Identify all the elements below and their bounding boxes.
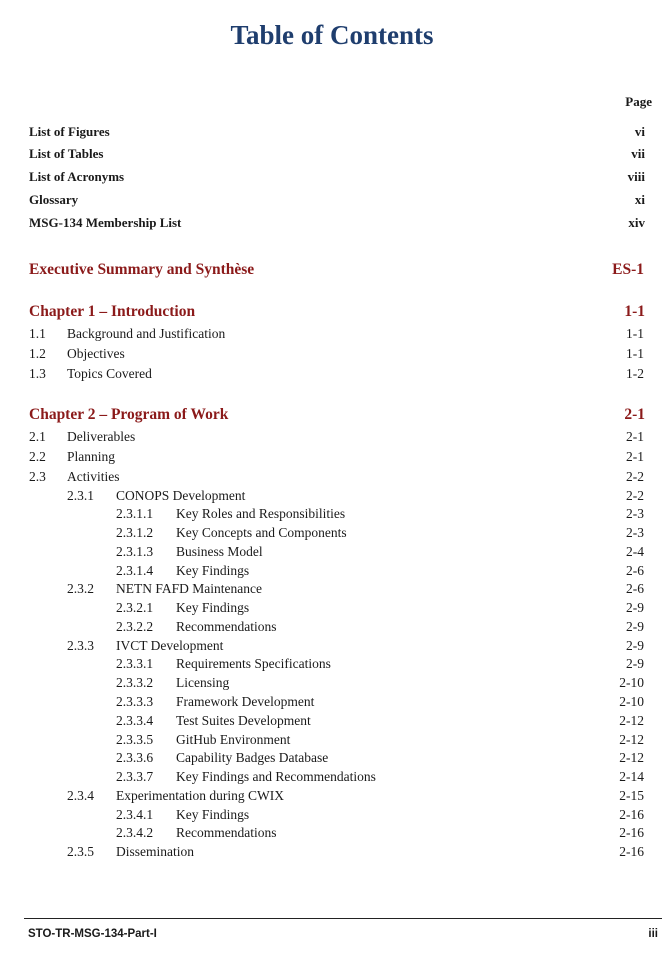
toc-subsection-number: 2.3.4 xyxy=(67,788,94,803)
toc-section[interactable] xyxy=(0,469,664,489)
toc-subsubsection[interactable] xyxy=(0,807,664,827)
toc-entry-label: Glossary xyxy=(29,192,79,207)
toc-subsubsection-page: 2-9 xyxy=(626,656,644,671)
toc-section[interactable] xyxy=(0,326,664,346)
toc-subsection-number: 2.3.5 xyxy=(67,844,94,859)
toc-subsubsection-page: 2-6 xyxy=(626,563,644,578)
toc-subsubsection[interactable] xyxy=(0,544,664,564)
toc-subsubsection[interactable] xyxy=(0,600,664,620)
footer-document-id: STO-TR-MSG-134-Part-I xyxy=(28,928,157,940)
toc-subsection-page: 2-2 xyxy=(626,488,644,503)
toc-subsection-label: Dissemination xyxy=(116,844,194,859)
toc-entry-page: vi xyxy=(634,124,645,139)
toc-subsubsection-label: Test Suites Development xyxy=(176,713,311,728)
toc-section[interactable] xyxy=(0,366,664,386)
toc-subsubsection-number: 2.3.3.5 xyxy=(116,732,154,747)
toc-entry-page: xiv xyxy=(628,215,645,230)
toc-subsubsection-page: 2-10 xyxy=(619,694,644,709)
toc-subsection-page: 2-9 xyxy=(626,638,644,653)
toc-subsection-page: 2-6 xyxy=(626,581,644,596)
toc-section-label: Topics Covered xyxy=(67,366,152,381)
toc-entry-label: List of Acronyms xyxy=(29,169,125,184)
toc-subsubsection-number: 2.3.1.3 xyxy=(116,544,154,559)
toc-subsection[interactable] xyxy=(0,488,664,508)
toc-section-number: 1.3 xyxy=(29,366,46,381)
toc-section-label: Activities xyxy=(67,469,120,484)
toc-subsubsection-number: 2.3.4.1 xyxy=(116,807,154,822)
toc-subsubsection-number: 2.3.3.7 xyxy=(116,769,154,784)
toc-section[interactable] xyxy=(0,449,664,469)
toc-subsubsection[interactable] xyxy=(0,675,664,695)
toc-subsubsection-label: Recommendations xyxy=(176,825,277,840)
toc-entry-list-of-tables[interactable] xyxy=(0,146,664,166)
toc-subsection-page: 2-15 xyxy=(619,788,644,803)
toc-section-label: Objectives xyxy=(67,346,125,361)
toc-subsection[interactable] xyxy=(0,581,664,601)
toc-subsection-label: IVCT Development xyxy=(116,638,224,653)
toc-entry-label: Chapter 1 – Introduction xyxy=(29,303,196,320)
toc-subsubsection-page: 2-9 xyxy=(626,600,644,615)
toc-section-number: 2.3 xyxy=(29,469,46,484)
toc-subsubsection-number: 2.3.2.2 xyxy=(116,619,154,634)
toc-subsubsection[interactable] xyxy=(0,563,664,583)
toc-entry-membership-list[interactable] xyxy=(0,215,664,235)
toc-entry-label: MSG-134 Membership List xyxy=(29,215,182,230)
toc-section[interactable] xyxy=(0,346,664,366)
toc-subsection-label: Experimentation during CWIX xyxy=(116,788,284,803)
toc-subsubsection-number: 2.3.3.2 xyxy=(116,675,154,690)
toc-section-page: 2-1 xyxy=(626,429,644,444)
toc-entry-glossary[interactable] xyxy=(0,192,664,212)
page-column-header: Page xyxy=(625,94,652,109)
toc-subsubsection-label: Recommendations xyxy=(176,619,277,634)
toc-subsubsection-label: Key Findings xyxy=(176,600,250,615)
toc-subsection-number: 2.3.1 xyxy=(67,488,94,503)
toc-subsubsection[interactable] xyxy=(0,750,664,770)
footer-page-number: iii xyxy=(648,928,658,940)
footer-divider xyxy=(24,918,662,919)
toc-subsubsection-number: 2.3.2.1 xyxy=(116,600,154,615)
toc-subsubsection-number: 2.3.1.2 xyxy=(116,525,154,540)
toc-subsubsection[interactable] xyxy=(0,769,664,789)
toc-section-page: 1-1 xyxy=(626,326,644,341)
toc-entry-label: Executive Summary and Synthèse xyxy=(29,261,255,278)
toc-entry-page: xi xyxy=(634,192,645,207)
page-title: Table of Contents xyxy=(230,20,434,50)
toc-section[interactable] xyxy=(0,429,664,449)
toc-section-label: Planning xyxy=(67,449,116,464)
toc-entry-label: List of Tables xyxy=(29,146,104,161)
toc-subsubsection-page: 2-3 xyxy=(626,525,644,540)
toc-entry-executive-summary[interactable] xyxy=(0,261,664,281)
toc-subsubsection-page: 2-3 xyxy=(626,506,644,521)
toc-subsection-label: NETN FAFD Maintenance xyxy=(116,581,262,596)
toc-section-number: 2.1 xyxy=(29,429,46,444)
toc-subsubsection-label: Key Findings xyxy=(176,807,250,822)
toc-subsubsection-label: Key Concepts and Components xyxy=(176,525,347,540)
toc-subsubsection[interactable] xyxy=(0,656,664,676)
toc-subsubsection[interactable] xyxy=(0,506,664,526)
toc-entry-list-of-figures[interactable] xyxy=(0,124,664,144)
toc-entry-list-of-acronyms[interactable] xyxy=(0,169,664,189)
toc-subsubsection[interactable] xyxy=(0,825,664,845)
toc-subsubsection-page: 2-12 xyxy=(619,750,644,765)
toc-section-number: 2.2 xyxy=(29,449,46,464)
toc-chapter-2[interactable] xyxy=(0,406,664,426)
toc-subsubsection-number: 2.3.4.2 xyxy=(116,825,154,840)
toc-entry-page: ES-1 xyxy=(612,261,644,278)
toc-section-page: 2-2 xyxy=(626,469,644,484)
toc-entry-label: Chapter 2 – Program of Work xyxy=(29,406,229,423)
toc-entry-page: vii xyxy=(631,146,645,161)
toc-subsubsection-number: 2.3.3.6 xyxy=(116,750,154,765)
toc-subsubsection-label: Key Findings and Recommendations xyxy=(176,769,376,784)
toc-subsubsection-page: 2-4 xyxy=(626,544,644,559)
toc-subsubsection-label: Framework Development xyxy=(176,694,315,709)
toc-chapter-1[interactable] xyxy=(0,303,664,323)
toc-section-label: Background and Justification xyxy=(67,326,226,341)
toc-subsubsection-label: Requirements Specifications xyxy=(176,656,331,671)
toc-subsubsection-label: Capability Badges Database xyxy=(176,750,329,765)
toc-subsubsection-page: 2-12 xyxy=(619,732,644,747)
toc-subsubsection[interactable] xyxy=(0,525,664,545)
toc-section-page: 2-1 xyxy=(626,449,644,464)
toc-subsubsection-page: 2-12 xyxy=(619,713,644,728)
toc-subsubsection-number: 2.3.3.1 xyxy=(116,656,154,671)
toc-section-number: 1.2 xyxy=(29,346,46,361)
toc-section-page: 1-2 xyxy=(626,366,644,381)
toc-subsection-number: 2.3.3 xyxy=(67,638,94,653)
toc-entry-label: List of Figures xyxy=(29,124,110,139)
toc-subsection[interactable] xyxy=(0,638,664,658)
toc-subsubsection-label: Key Findings xyxy=(176,563,250,578)
toc-subsubsection[interactable] xyxy=(0,619,664,639)
toc-subsubsection-number: 2.3.1.4 xyxy=(116,563,154,578)
toc-subsubsection-page: 2-16 xyxy=(619,807,644,822)
toc-subsubsection[interactable] xyxy=(0,713,664,733)
toc-section-page: 1-1 xyxy=(626,346,644,361)
toc-subsubsection-page: 2-10 xyxy=(619,675,644,690)
toc-section-label: Deliverables xyxy=(67,429,136,444)
toc-subsubsection-number: 2.3.3.3 xyxy=(116,694,154,709)
toc-subsection[interactable] xyxy=(0,788,664,808)
toc-entry-page: 2-1 xyxy=(624,406,645,423)
toc-entry-page: viii xyxy=(627,169,645,184)
toc-subsubsection-number: 2.3.1.1 xyxy=(116,506,154,521)
toc-subsubsection-page: 2-16 xyxy=(619,825,644,840)
toc-subsubsection-label: Key Roles and Responsibilities xyxy=(176,506,346,521)
toc-subsection-number: 2.3.2 xyxy=(67,581,94,596)
toc-subsubsection-number: 2.3.3.4 xyxy=(116,713,154,728)
toc-subsubsection[interactable] xyxy=(0,732,664,752)
toc-subsubsection[interactable] xyxy=(0,694,664,714)
toc-entry-page: 1-1 xyxy=(624,303,645,320)
toc-subsection-page: 2-16 xyxy=(619,844,644,859)
toc-subsubsection-label: Business Model xyxy=(176,544,263,559)
toc-subsection[interactable] xyxy=(0,844,664,864)
toc-subsubsection-page: 2-9 xyxy=(626,619,644,634)
toc-section-number: 1.1 xyxy=(29,326,46,341)
toc-subsubsection-page: 2-14 xyxy=(619,769,644,784)
toc-subsubsection-label: GitHub Environment xyxy=(176,732,291,747)
toc-subsubsection-label: Licensing xyxy=(176,675,230,690)
toc-subsection-label: CONOPS Development xyxy=(116,488,246,503)
